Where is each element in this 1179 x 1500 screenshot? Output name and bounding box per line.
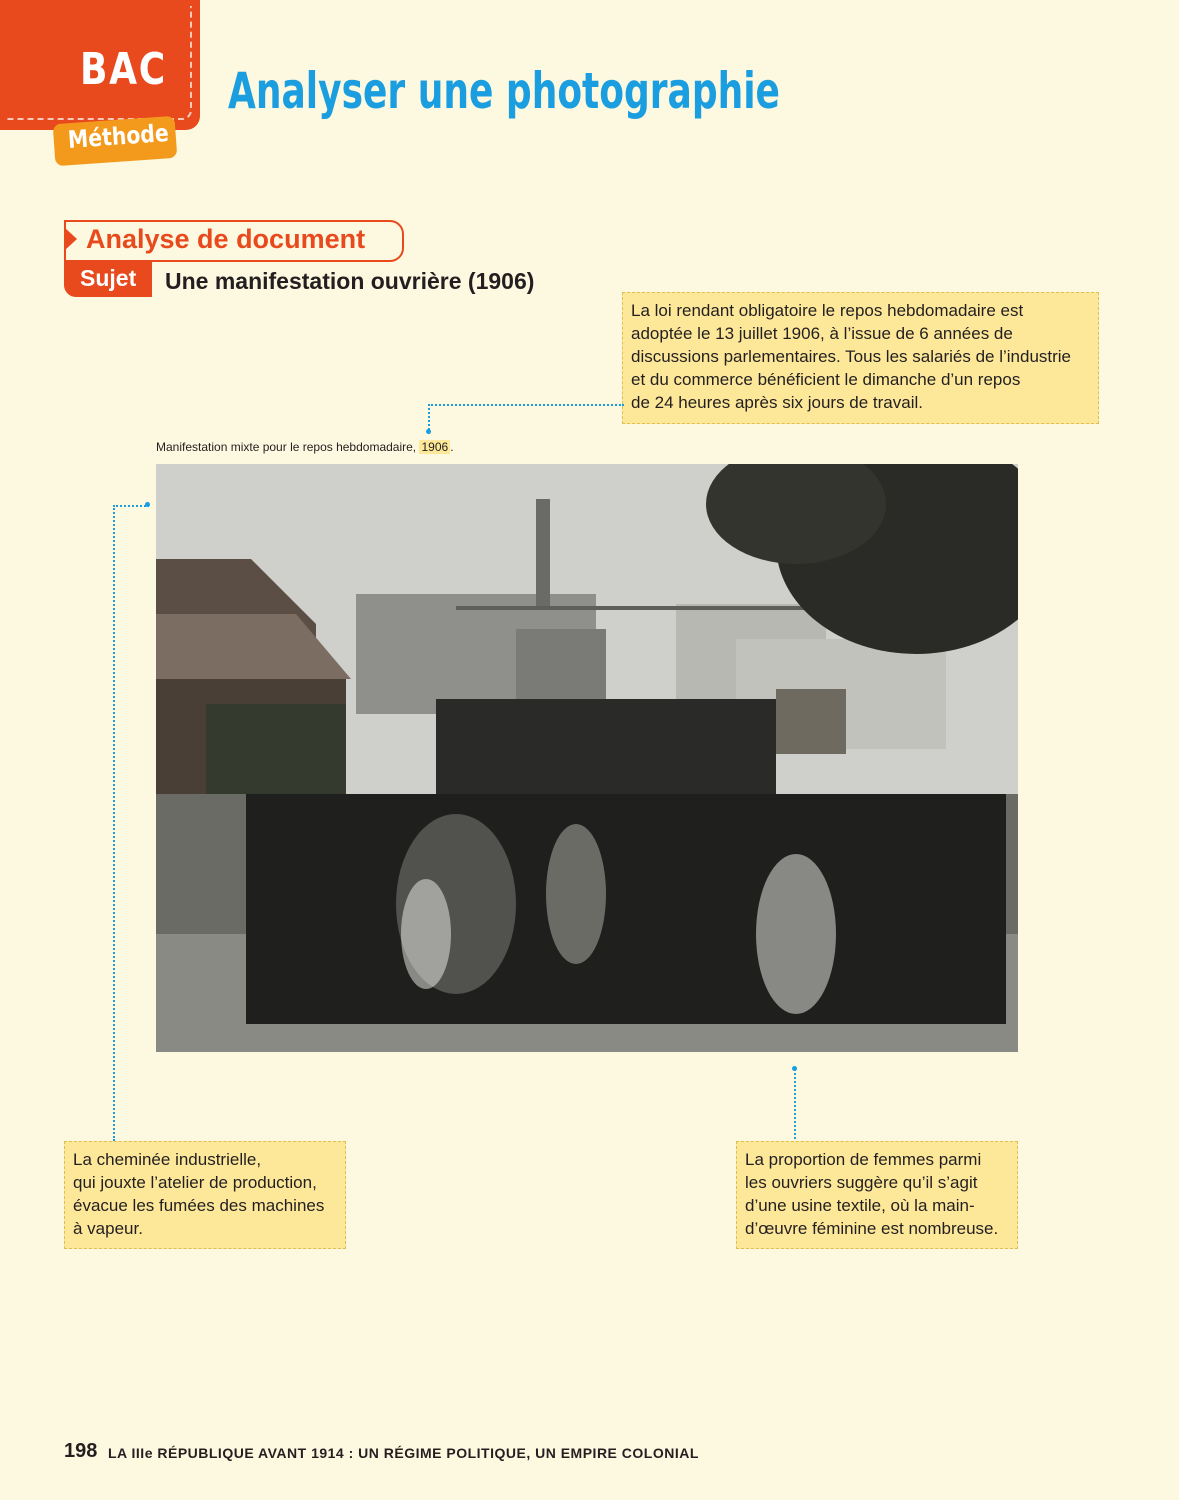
note-line: La proportion de femmes parmi: [745, 1150, 982, 1169]
running-title: LA IIIe RÉPUBLIQUE AVANT 1914 : UN RÉGIME POLITIQUE, UN EMPIRE COLONIAL: [108, 1445, 699, 1461]
subject-title: Une manifestation ouvrière (1906): [165, 268, 535, 294]
caption-end: .: [450, 440, 454, 454]
section-heading: Analyse de document: [86, 224, 366, 254]
note-line: de 24 heures après six jours de travail.: [631, 393, 923, 412]
photo-caption: [156, 440, 454, 454]
note-line: La loi rendant obligatoire le repos hebdomadaire est: [631, 301, 1024, 320]
caption-year: 1906: [421, 440, 449, 454]
note-line: La cheminée industrielle,: [73, 1150, 262, 1169]
connector-line: [113, 505, 149, 1141]
factory-chimney: [536, 499, 550, 609]
note-line: qui jouxte l’atelier de production,: [73, 1173, 317, 1192]
note-line: adoptée le 13 juillet 1906, à l’issue de 6 années de: [631, 324, 1013, 343]
note-weekly-rest-law: [622, 292, 1099, 424]
note-line: évacue les fumées des machines: [73, 1196, 325, 1215]
methode-tag-label: Méthode: [67, 118, 170, 154]
note-line: discussions parlementaires. Tous les salariés de l’industrie: [631, 347, 1072, 366]
factory-demonstration-photo: [156, 464, 1018, 1052]
note-line: d’une usine textile, où la main-: [745, 1196, 975, 1215]
page-number: 198: [64, 1440, 98, 1462]
note-line: les ouvriers suggère qu’il s’agit: [745, 1173, 978, 1192]
note-line: et du commerce bénéficient le dimanche d’un repos: [631, 370, 1021, 389]
caption-text: Manifestation mixte pour le repos hebdomadaire,: [156, 440, 420, 454]
chevron-right-icon: [65, 228, 77, 250]
note-chimney: [64, 1141, 346, 1249]
connector-dot: [426, 429, 431, 434]
page-title: Analyser une photographie: [228, 62, 780, 120]
subject-tag-label: Sujet: [80, 265, 137, 291]
note-line: à vapeur.: [73, 1219, 143, 1238]
connector-line: [428, 404, 624, 434]
note-line: d’œuvre féminine est nombreuse.: [745, 1219, 999, 1238]
photo-illustration: [156, 464, 1018, 1052]
bac-badge-label: BAC: [80, 44, 167, 95]
connector-line: [794, 1069, 796, 1139]
note-women-workers: [736, 1141, 1018, 1249]
